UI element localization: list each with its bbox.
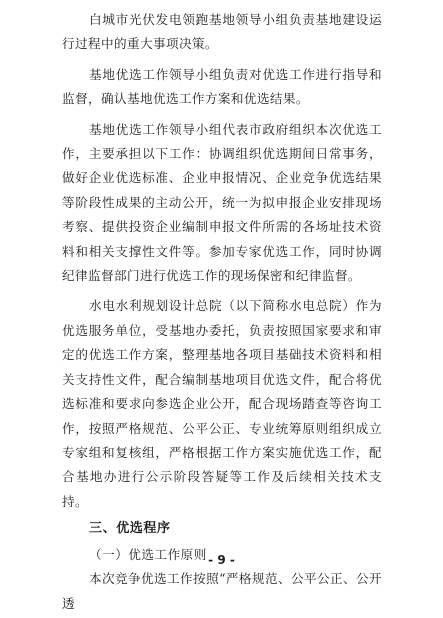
document-body xyxy=(62,8,382,618)
paragraph-leadership-group: 白城市光伏发电领跑基地领导小组负责基地建设运行过程中的重大事项决策。 xyxy=(62,12,382,52)
subsection-heading: （一）优选工作原则 xyxy=(89,547,207,563)
paragraph-organizing-duties: 基地优选工作领导小组代表市政府组织本次优选工作，主要承担以下工作：协调组织优选期间日常事务，做好企业优选标准、企业申报情况、企业竞争优选结果等阶段性成果的主动公开，统一为拟申报企业安排现场考察、提供投资企业编制申报文件所需的各场址技术资料和相关支撑性文件等。参加专家优选工作，同时协调纪律监督部门进行优选工作的现场保密和纪律监督。 xyxy=(62,121,382,284)
page-number: - 9 - xyxy=(208,553,235,567)
paragraph-supervision-group: 基地优选工作领导小组负责对优选工作进行指导和监督，确认基地优选工作方案和优选结果。 xyxy=(62,66,382,107)
section-heading: 三、优选程序 xyxy=(89,521,171,537)
paragraph-service-unit: 水电水利规划设计总院（以下简称水电总院）作为优选服务单位，受基地办委托，负责按照国家要求和审定的优选工作方案，整理基地各项目基础技术资料和相关支持性文件，配合编制基地项目优选文件，配合将优选标准和要求向参选企业公开，配合现场踏查等咨询工作，按照严格规范、公平公正、专业统筹原则组织成立专家组和复核组，严格根据工作方案实施优选工作，配合基地办进行公示阶段答疑等工作及后续相关技术支持。 xyxy=(62,298,382,509)
paragraph-principles-start: 本次竞争优选工作按照“严格规范、公平公正、公开透 xyxy=(62,571,382,611)
